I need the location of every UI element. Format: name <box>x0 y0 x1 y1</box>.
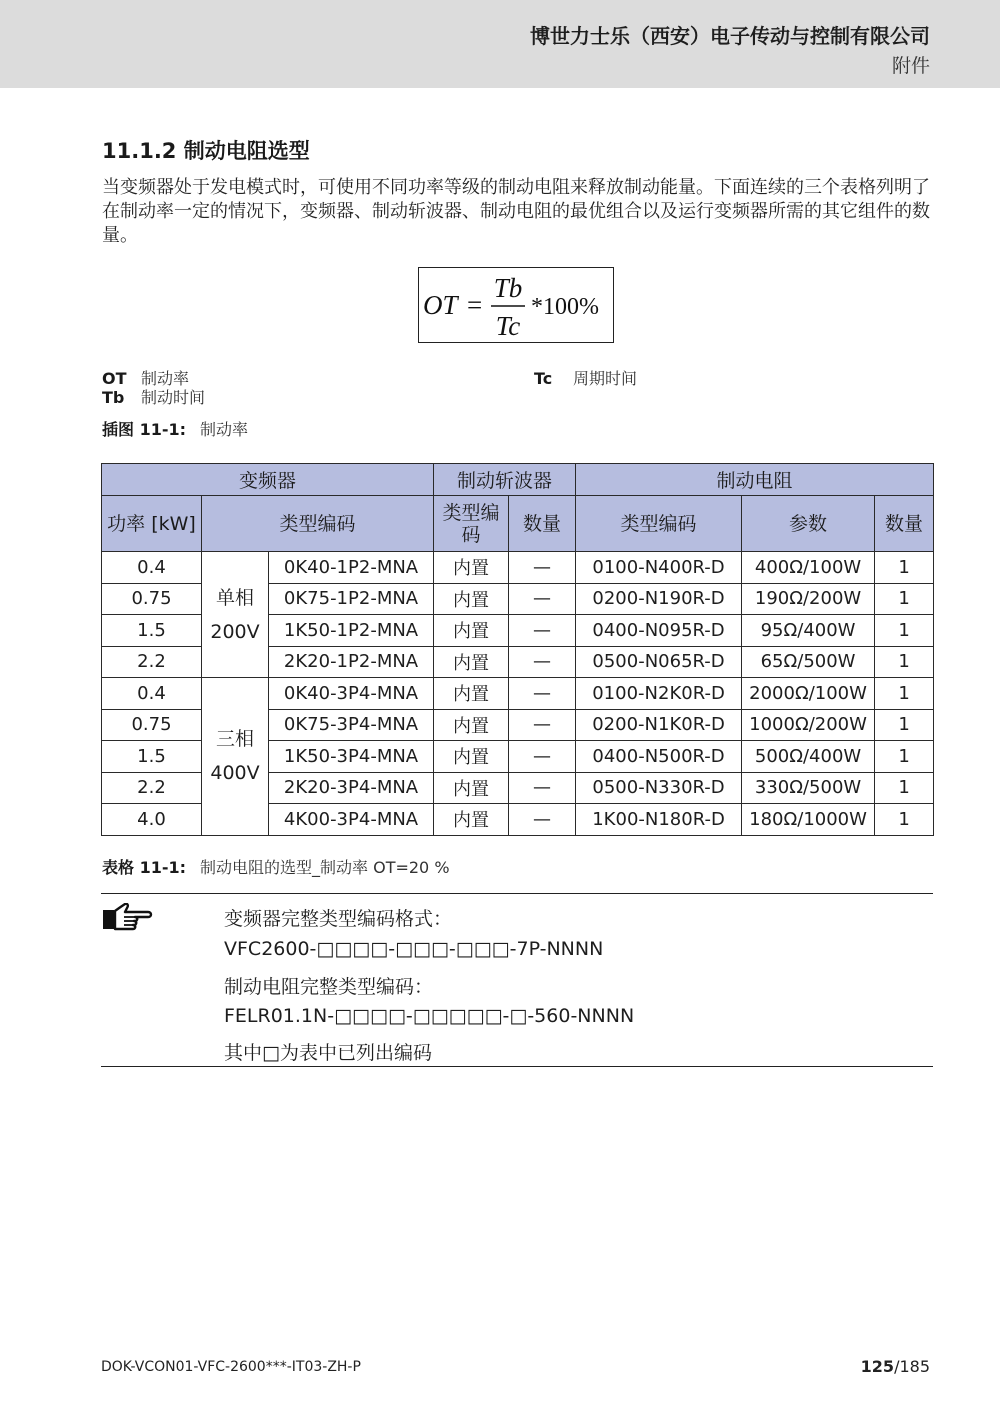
note-top-divider <box>101 893 933 894</box>
legend-desc: 周期时间 <box>573 369 638 388</box>
cell-power: 2.2 <box>102 646 202 678</box>
cell-chopper: 内置 <box>434 741 509 773</box>
note-line: VFC2600-□□□□-□□□-□□□-7P-NNNN <box>224 938 604 960</box>
page-number <box>861 1357 930 1376</box>
formula-numerator: Tb <box>493 273 523 303</box>
note-line: FELR01.1N-□□□□-□□□□□-□-560-NNNN <box>224 1005 635 1027</box>
formula <box>419 268 615 344</box>
cell-power: 0.4 <box>102 678 202 710</box>
legend-ot <box>102 370 189 388</box>
cell-resistor-code: 1K00-N180R-D <box>576 804 742 836</box>
cell-inverter-code: 1K50-1P2-MNA <box>269 615 434 647</box>
header-band <box>0 0 1000 88</box>
note-line: 制动电阻完整类型编码： <box>224 976 434 998</box>
cell-resistor-qty: 1 <box>875 804 934 836</box>
cell-chopper: 内置 <box>434 646 509 678</box>
cell-resistor-qty: 1 <box>875 552 934 584</box>
cell-resistor-code: 0100-N2K0R-D <box>576 678 742 710</box>
note-line: 其中□为表中已列出编码 <box>224 1042 432 1064</box>
cell-chopper-qty: — <box>509 678 576 710</box>
cell-chopper: 内置 <box>434 772 509 804</box>
cell-chopper: 内置 <box>434 709 509 741</box>
legend-desc: 制动时间 <box>141 388 206 407</box>
cell-chopper: 内置 <box>434 615 509 647</box>
cell-resistor-qty: 1 <box>875 709 934 741</box>
cell-chopper: 内置 <box>434 678 509 710</box>
cell-resistor-code: 0500-N330R-D <box>576 772 742 804</box>
cell-resistor-param: 180Ω/1000W <box>742 804 875 836</box>
legend-tb <box>102 389 205 407</box>
col-resistor-code: 类型编码 <box>576 496 742 552</box>
figure-caption-text: 制动率 <box>200 420 249 439</box>
cell-chopper-qty: — <box>509 772 576 804</box>
resistor-selection-table <box>101 463 934 836</box>
cell-resistor-param: 95Ω/400W <box>742 615 875 647</box>
legend-symbol: Tc <box>534 369 553 388</box>
cell-resistor-code: 0400-N095R-D <box>576 615 742 647</box>
cell-power: 2.2 <box>102 772 202 804</box>
cell-chopper-qty: — <box>509 552 576 584</box>
pointing-hand-icon <box>100 903 154 937</box>
cell-resistor-qty: 1 <box>875 615 934 647</box>
legend-symbol: OT <box>102 369 127 388</box>
cell-resistor-code: 0400-N500R-D <box>576 741 742 773</box>
col-resistor-param: 参数 <box>742 496 875 552</box>
cell-power: 0.4 <box>102 552 202 584</box>
cell-inverter-code: 0K40-1P2-MNA <box>269 552 434 584</box>
cell-resistor-qty: 1 <box>875 772 934 804</box>
cell-power: 4.0 <box>102 804 202 836</box>
document-id: DOK-VCON01-VFC-2600***-IT03-ZH-P <box>101 1359 361 1375</box>
cell-inverter-code: 0K40-3P4-MNA <box>269 678 434 710</box>
cell-power: 0.75 <box>102 709 202 741</box>
col-resistor-qty: 数量 <box>875 496 934 552</box>
header-resistor: 制动电阻 <box>576 464 934 496</box>
cell-phase-group <box>202 552 269 678</box>
cell-resistor-param: 400Ω/100W <box>742 552 875 584</box>
cell-resistor-code: 0100-N400R-D <box>576 552 742 584</box>
cell-inverter-code: 2K20-1P2-MNA <box>269 646 434 678</box>
figure-caption-label: 插图 11-1: <box>102 420 187 439</box>
legend-symbol: Tb <box>102 388 125 407</box>
cell-resistor-param: 500Ω/400W <box>742 741 875 773</box>
cell-resistor-qty: 1 <box>875 583 934 615</box>
formula-lhs: OT <box>423 290 458 320</box>
cell-resistor-param: 2000Ω/100W <box>742 678 875 710</box>
col-chopper-qty: 数量 <box>509 496 576 552</box>
cell-chopper: 内置 <box>434 552 509 584</box>
cell-power: 0.75 <box>102 583 202 615</box>
cell-resistor-param: 190Ω/200W <box>742 583 875 615</box>
cell-chopper: 内置 <box>434 583 509 615</box>
cell-power: 1.5 <box>102 615 202 647</box>
cell-chopper-qty: — <box>509 646 576 678</box>
cell-resistor-qty: 1 <box>875 646 934 678</box>
company-name: 博世力士乐（西安）电子传动与控制有限公司 <box>530 24 930 48</box>
phase-voltage: 200V <box>210 620 260 643</box>
section-title: 11.1.2 制动电阻选型 <box>102 139 310 163</box>
table-caption <box>102 855 450 878</box>
figure-caption <box>102 417 248 440</box>
note-bottom-divider <box>101 1066 933 1067</box>
col-power: 功率 [kW] <box>102 496 202 552</box>
col-inverter-code: 类型编码 <box>202 496 434 552</box>
page-total: /185 <box>894 1357 930 1376</box>
cell-chopper-qty: — <box>509 583 576 615</box>
cell-resistor-param: 1000Ω/200W <box>742 709 875 741</box>
table-row <box>102 678 934 710</box>
cell-chopper-qty: — <box>509 741 576 773</box>
cell-resistor-code: 0200-N190R-D <box>576 583 742 615</box>
cell-power: 1.5 <box>102 741 202 773</box>
table-caption-text: 制动电阻的选型_制动率 OT=20 % <box>200 858 450 877</box>
page-current: 125 <box>860 1357 895 1376</box>
intro-paragraph: 当变频器处于发电模式时，可使用不同功率等级的制动电阻来释放制动能量。下面连续的三个表格列明了在制动率一定的情况下，变频器、制动斩波器、制动电阻的最优组合以及运行变频器所需的其它组件的数量。 <box>102 177 930 246</box>
cell-phase-group <box>202 678 269 836</box>
table-caption-label: 表格 11-1: <box>102 858 187 877</box>
cell-inverter-code: 1K50-3P4-MNA <box>269 741 434 773</box>
formula-denominator: Tc <box>495 311 521 341</box>
cell-inverter-code: 0K75-1P2-MNA <box>269 583 434 615</box>
col-chopper-type: 类型编码 <box>434 496 509 552</box>
cell-chopper-qty: — <box>509 804 576 836</box>
legend-tc <box>534 370 637 388</box>
cell-resistor-param: 330Ω/500W <box>742 772 875 804</box>
cell-resistor-param: 65Ω/500W <box>742 646 875 678</box>
cell-chopper-qty: — <box>509 709 576 741</box>
legend-desc: 制动率 <box>141 369 190 388</box>
cell-resistor-qty: 1 <box>875 741 934 773</box>
cell-inverter-code: 4K00-3P4-MNA <box>269 804 434 836</box>
phase-line: 单相 <box>215 586 254 609</box>
phase-line: 三相 <box>215 728 254 751</box>
formula-eq: = <box>467 290 483 320</box>
table-row <box>102 552 934 584</box>
cell-inverter-code: 0K75-3P4-MNA <box>269 709 434 741</box>
phase-voltage: 400V <box>210 762 260 785</box>
cell-chopper-qty: — <box>509 615 576 647</box>
cell-resistor-qty: 1 <box>875 678 934 710</box>
cell-inverter-code: 2K20-3P4-MNA <box>269 772 434 804</box>
cell-resistor-code: 0200-N1K0R-D <box>576 709 742 741</box>
note-line: 变频器完整类型编码格式： <box>224 908 453 930</box>
formula-box <box>418 267 614 343</box>
section-tag: 附件 <box>891 55 930 77</box>
cell-chopper: 内置 <box>434 804 509 836</box>
cell-resistor-code: 0500-N065R-D <box>576 646 742 678</box>
header-inverter: 变频器 <box>102 464 434 496</box>
header-chopper: 制动斩波器 <box>434 464 576 496</box>
formula-suffix: *100% <box>531 294 599 320</box>
